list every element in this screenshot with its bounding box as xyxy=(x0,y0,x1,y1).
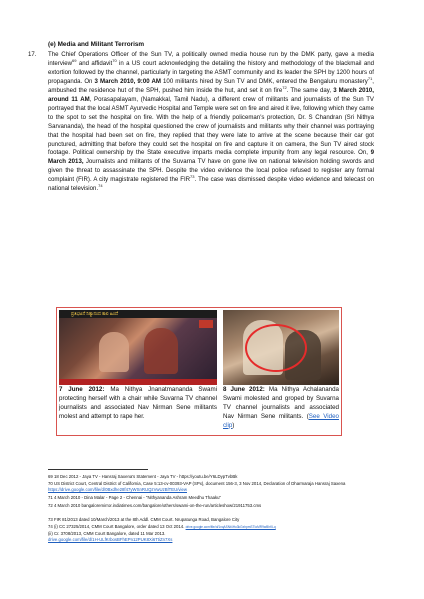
incident-photo-image xyxy=(223,310,339,385)
tv-banner: ಪ್ರತಿಭಟನೆ ನಿತ್ಯಾನಂದ ಕಾಲಿ ಹಿಂದೆ xyxy=(59,310,217,318)
footnote-ref[interactable]: 69 xyxy=(72,57,77,63)
text-run: 100 militants hired by Sun TV and DMK, entered the Bengaluru monastery xyxy=(160,77,368,85)
footnote-ref[interactable]: 73 xyxy=(190,174,195,180)
footnote-ref[interactable]: 71 xyxy=(367,75,373,81)
news-screenshot-image xyxy=(59,310,217,385)
text-run: Journalists and militants of the Suvarna TV have on gone live on national television holding swords and given the threat to assassinate the SPH. Despite the video evidence the local police refused to register any formal complaint (FIR). A city magistrate registered the FIR xyxy=(48,158,374,184)
caption-date: 7 June 2012: xyxy=(59,386,105,393)
text-run: . The same day, xyxy=(286,86,334,94)
bold-date: 9 March 2013, xyxy=(48,149,374,166)
person-figure xyxy=(144,328,178,374)
paragraph-body xyxy=(48,51,374,194)
channel-logo-icon xyxy=(199,320,213,328)
text-run: The Chief Operations Officer of the Sun TV, a politically owned media house run by the DMK party, gave a media interview xyxy=(48,51,374,67)
figure-caption-right xyxy=(223,386,339,431)
footnote-text: (ii) Cr. 3708/2013, CMM Court Bangalore, dated 11 Mar 2013. xyxy=(48,530,166,536)
footnote-70 xyxy=(48,481,378,493)
footnote-73: 73 FIR 81/2013 dated 10/March/2013 at the 8th Addl. CMM Court. Nrupatunga Road, Bangalore City xyxy=(48,517,240,522)
caption-text: Ma Nithya Jnanatmananda Swami protecting herself with a chair while Suvarna TV channel journalists and associated Nav Nirman Sene militants molest and attempt to rape her. xyxy=(59,386,217,420)
bold-date: 3 March 2010, 9:00 AM xyxy=(94,77,161,85)
text-run: in a US court acknowledging the detailing the history and methodology of the blackmail and extortion followed by the channel, particularly in targeting the ASMT community and its leader the SPH by 1200 hours of propaganda. On xyxy=(48,59,374,85)
footnote-text: 74 (i) CC 27325/2014, CMM Court Bangalore, order dated 13 Oct 2014. xyxy=(48,524,186,529)
footnote-divider xyxy=(48,469,148,470)
bold-date: 3 March 2010, around 11 AM xyxy=(48,86,374,103)
footnote-link[interactable]: drive.google.com/file/d/1vqASNt4Ho3kGxhpmSTIoMR9wBhKLq xyxy=(185,525,276,529)
tv-ticker xyxy=(59,379,217,385)
caption-text: Ma Nithya Achalananda Swami molested and groped by Suvarna TV channel journalists and associated Nav Nirman Sene militants. ( xyxy=(223,386,339,420)
footnote-72: 72 4 March 2010 bangaloremirror.indiatimes.com/bangalore/others/swami-on-the-run/articleshow/21911753.cms xyxy=(48,503,262,508)
text-run: , ambushed the residence hut of the SPH, pushed him inside the hut, and set it on fire xyxy=(48,77,374,94)
person-figure xyxy=(99,332,129,372)
text-run: . The case was dismissed despite video evidence and telecast on national television. xyxy=(48,176,374,193)
caption-date: 8 June 2012: xyxy=(223,386,265,393)
footnote-link[interactable]: drive.google.com/file/d/1H-ULfKrbosBFhEPn12PUK8Xi6TtiZn7Xs xyxy=(48,536,173,542)
section-heading: (e) Media and Militant Terrorism xyxy=(48,41,145,48)
footnote-ref[interactable]: 74 xyxy=(98,183,103,189)
footnote-ref[interactable]: 70 xyxy=(112,57,117,63)
footnote-ref[interactable]: 72 xyxy=(282,84,287,90)
footnote-69: 69 18 Dec 2012 - Jaya TV - Hansraj Saxena's Statement - Jaya TV - https://youtu.be/Y6LDypTvbBk xyxy=(48,474,238,479)
text-run: and affidavit xyxy=(76,59,113,67)
footnote-71: 71 4 March 2010 - Dina Malar - Page 2 - Chennai - "Nithyananda Ashram Meedhu Thaaku" xyxy=(48,495,222,500)
footnote-74 xyxy=(48,524,378,543)
text-run: , Porasapalayam, (Namakkal, Tamil Nadu), a different crew of militants and journalists of the Sun TV portrayed that the local ASMT Ayurvedic Hospital and Temple were set on fire and aired it live, following which they came to the spot to set the hospital on fire. With the help of a friendly policeman's protection, Dr. S Chandran (Sri Nithya Sarvananda), the head of the hospital questioned the crew of journalists and militants why their channel was portraying that the hospital had been set on fire, they replied that they were late to arrive at the scene because their car got punctured, admitting that before they could set the hospital on fire and capture it on camera, the Sun TV aired stock footage. Political ownership by the State executive imparts media complete impunity from any legal resource. On, xyxy=(48,95,374,157)
video-clip-link[interactable]: See Video clip xyxy=(223,412,339,429)
footnote-link[interactable]: https://drive.google.com/file/d/0Bxdhe28f47yWSnRUQzVwUzBlTEU/view xyxy=(48,486,187,492)
paragraph-number: 17. xyxy=(28,51,37,58)
highlight-circle xyxy=(245,324,307,372)
footnote-text: 70 US District Court, Central District of California, Case 5:13-cv-00393-VAP (SPx), document 156-3, 3 Nov 2014, Declaration of Dharmaraja Hansraj Saxena xyxy=(48,481,346,486)
figure-caption-left xyxy=(59,386,217,422)
caption-text: ) xyxy=(232,421,235,429)
